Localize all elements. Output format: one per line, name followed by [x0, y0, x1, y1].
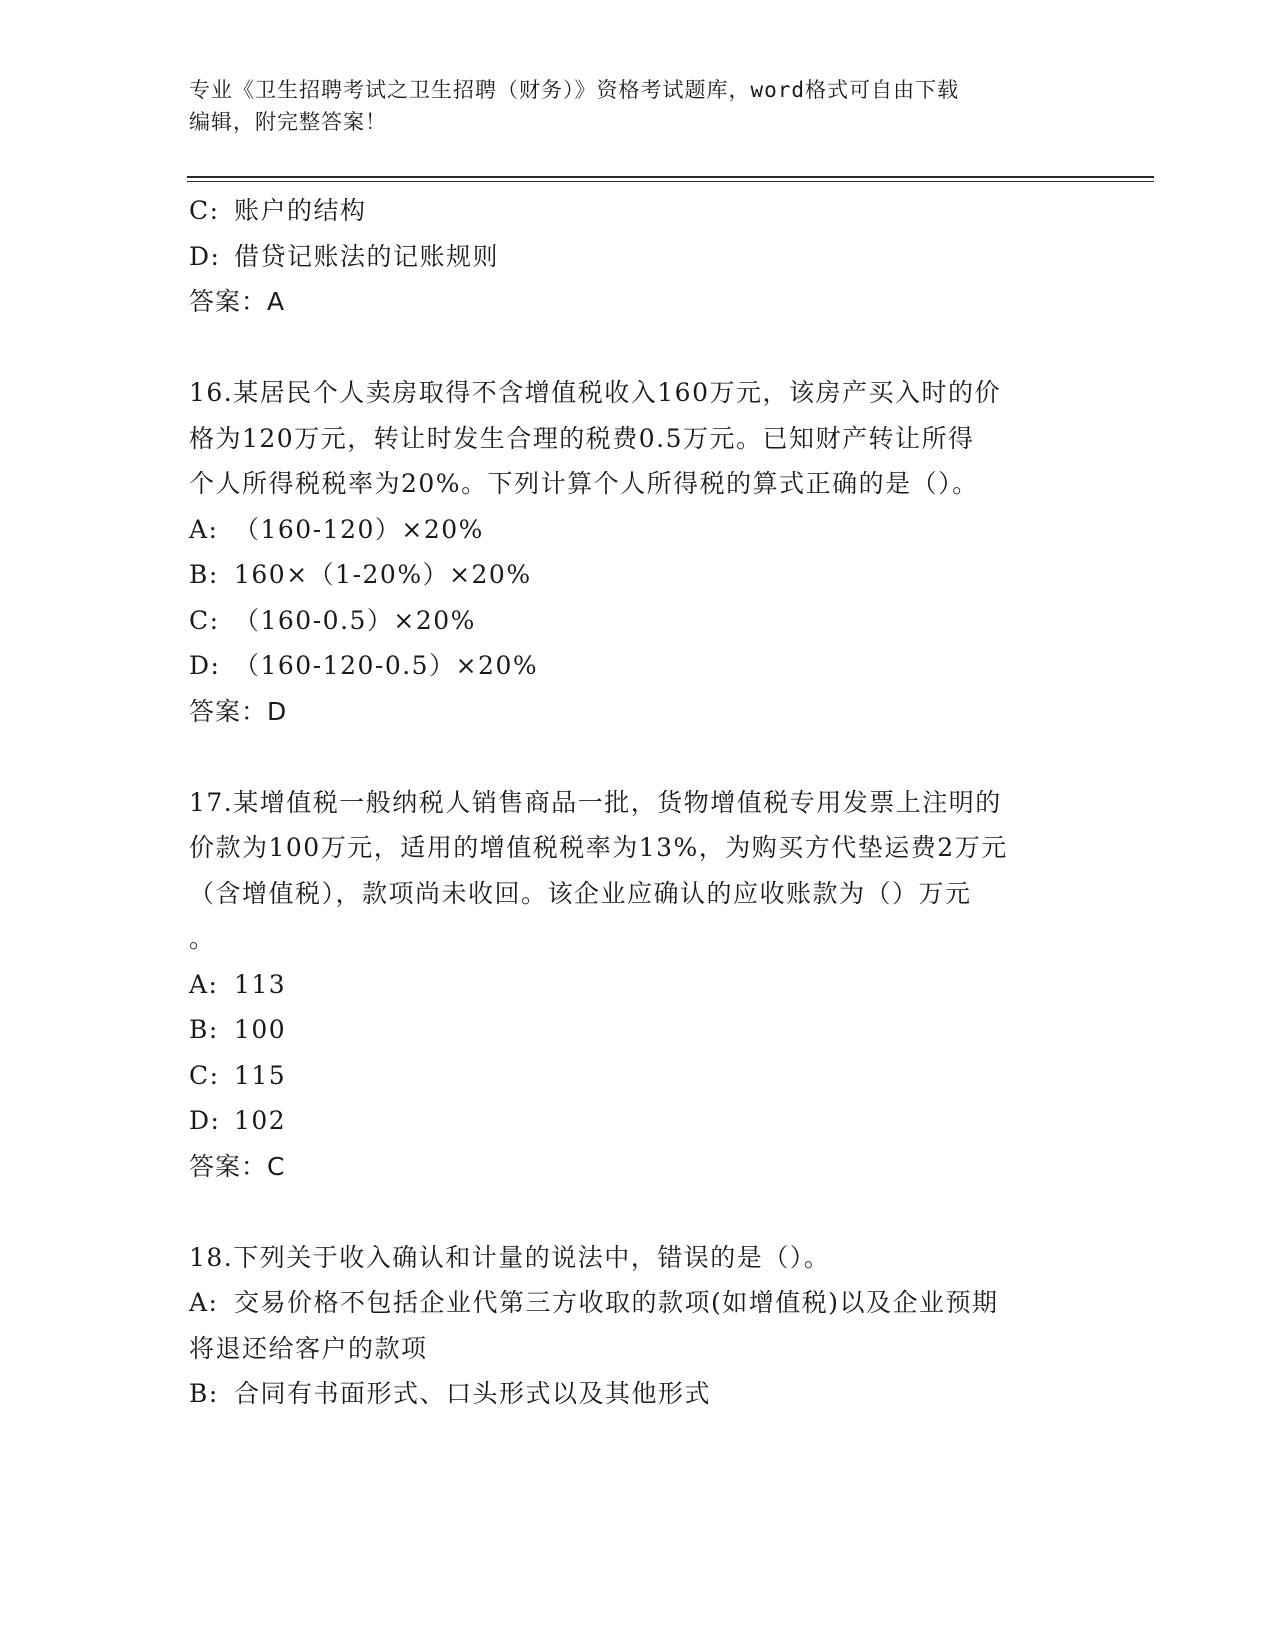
- option-text: 160×（1-20%）×20%: [234, 560, 532, 589]
- question-18-text-line: 18.下列关于收入确认和计量的说法中，错误的是（）。: [189, 1242, 831, 1272]
- option-text: 账户的结构: [234, 196, 367, 225]
- option-a: [189, 1280, 1089, 1326]
- option-text: （160-120）×20%: [234, 514, 484, 544]
- option-c: [189, 598, 1089, 644]
- option-label: C:: [189, 196, 220, 225]
- option-text: 交易价格不包括企业代第三方收取的款项(如增值税)以及企业预期: [234, 1288, 999, 1317]
- option-label: B:: [189, 560, 219, 589]
- option-a: [189, 962, 1089, 1008]
- option-text: （160-120-0.5）×20%: [234, 651, 539, 680]
- option-d: [189, 1098, 1089, 1144]
- option-b: [189, 1007, 1089, 1053]
- header-divider-thin: [187, 181, 1154, 182]
- option-label: D:: [189, 241, 221, 271]
- option-text: 合同有书面形式、口头形式以及其他形式: [234, 1379, 712, 1408]
- option-a: [189, 507, 1089, 553]
- answer-line: 答案：D: [189, 696, 288, 726]
- option-label: A:: [189, 514, 219, 544]
- spacer: [189, 1189, 1089, 1235]
- document-header: [189, 74, 1079, 138]
- header-line-1: 专业《卫生招聘考试之卫生招聘（财务）》资格考试题库，word格式可自由下载: [189, 78, 960, 102]
- document-body: [189, 188, 1089, 1417]
- spacer: [189, 325, 1089, 371]
- option-text: 115: [234, 1060, 287, 1090]
- answer-line: 答案：A: [189, 287, 286, 316]
- option-label: B:: [189, 1015, 219, 1044]
- spacer: [189, 734, 1089, 780]
- question-16-text-line: 个人所得税税率为20%。下列计算个人所得税的算式正确的是（）。: [189, 469, 979, 498]
- option-label: A:: [189, 1288, 219, 1317]
- option-d: [189, 643, 1089, 689]
- header-divider-thick: [187, 176, 1154, 178]
- option-a-continuation: 将退还给客户的款项: [189, 1333, 428, 1363]
- question-17-text-line: （含增值税），款项尚未收回。该企业应确认的应收账款为（）万元: [189, 878, 972, 908]
- option-text: 100: [234, 1015, 287, 1044]
- option-text: 102: [234, 1106, 287, 1135]
- option-text: 借贷记账法的记账规则: [234, 241, 500, 271]
- question-17-text-line: 价款为100万元，适用的增值税税率为13%，为购买方代垫运费2万元: [189, 833, 1008, 862]
- option-label: A:: [189, 969, 219, 999]
- option-b: [189, 552, 1089, 598]
- option-label: D:: [189, 1106, 221, 1135]
- question-17-text-line: 。: [189, 924, 216, 953]
- option-text: 113: [234, 969, 287, 999]
- answer-line: 答案：C: [189, 1151, 286, 1181]
- question-17-text-line: 17.某增值税一般纳税人销售商品一批，货物增值税专用发票上注明的: [189, 787, 1002, 817]
- option-d: [189, 234, 1089, 280]
- option-c: [189, 1053, 1089, 1099]
- header-line-2: 编辑，附完整答案！: [189, 110, 387, 134]
- option-label: C:: [189, 1060, 220, 1090]
- question-16-text-line: 16.某居民个人卖房取得不含增值税收入160万元，该房产买入时的价: [189, 378, 1001, 407]
- option-text: （160-0.5）×20%: [234, 605, 476, 635]
- option-label: D:: [189, 651, 221, 680]
- option-label: C:: [189, 605, 220, 635]
- option-b: [189, 1371, 1089, 1417]
- option-c: [189, 188, 1089, 234]
- question-16-text-line: 格为120万元，转让时发生合理的税费0.5万元。已知财产转让所得: [189, 423, 975, 453]
- option-label: B:: [189, 1379, 219, 1408]
